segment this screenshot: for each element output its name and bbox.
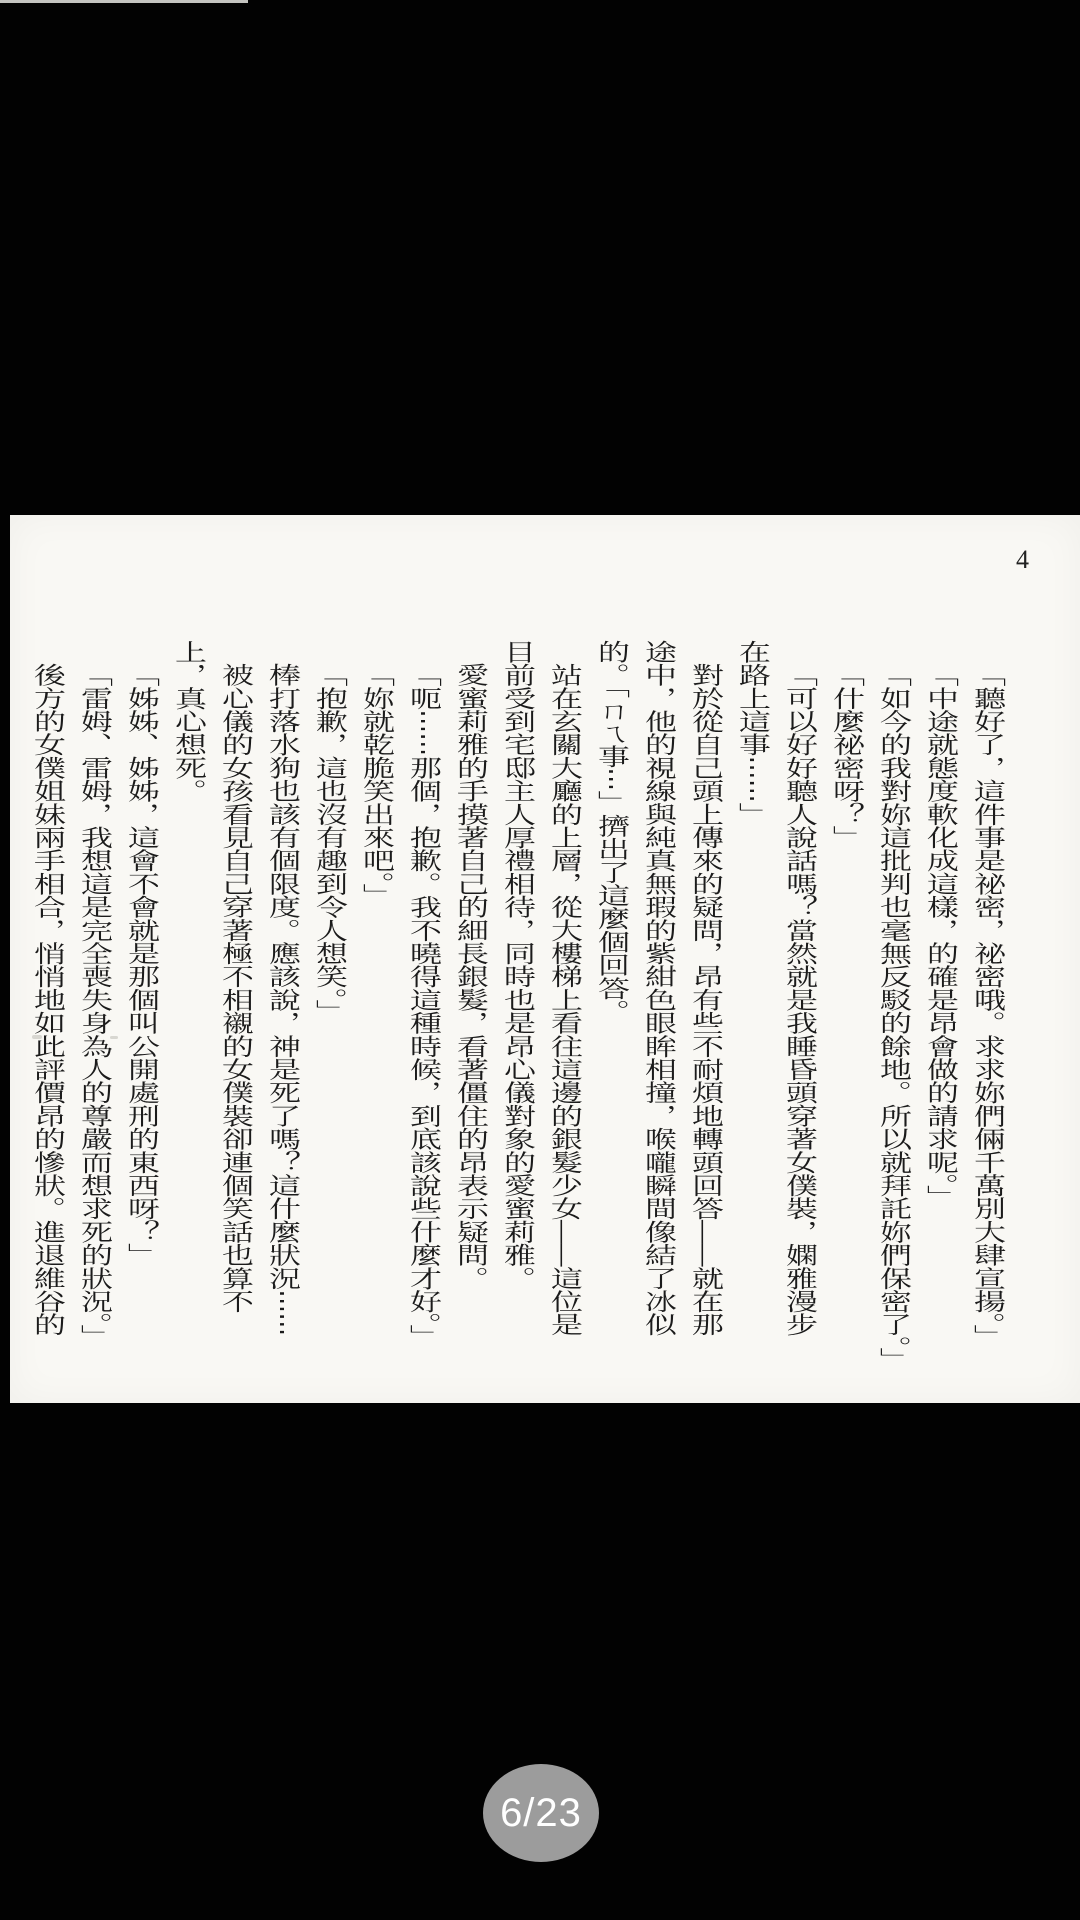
text-column: 「中途就態度軟化成這樣，的確是昂會做的請求呢。」 [923,663,959,1209]
text-column: 「聽好了，這件事是祕密，祕密哦。求求妳們倆千萬別大肆宣揚。」 [970,663,1006,1348]
text-column: 途中，他的視線與純真無瑕的紫紺色眼眸相撞，喉嚨瞬間像結了冰似 [641,640,677,1336]
page-number: 4 [1016,545,1029,574]
text-column: 上，真心想死。 [171,640,207,803]
text-column: 「什麼祕密呀？」 [829,663,865,849]
text-column: 「如今的我對妳這批判也毫無反駁的餘地。所以就拜託妳們保密了。」 [876,663,912,1371]
page-edge-highlight [0,0,248,3]
text-column: 「雷姆、雷姆，我想這是完全喪失身為人的尊嚴而想求死的狀況。」 [77,663,113,1348]
text-column: 目前受到宅邸主人厚禮相待，同時也是昂心儀對象的愛蜜莉雅。 [500,640,536,1290]
text-column: 「姊姊、姊姊，這會不會就是那個叫公開處刑的東西呀？」 [124,663,160,1267]
text-column: 的。「ㄇㄟ事⋯」擠出了這麼個回答。 [594,640,630,1023]
text-column: 被心儀的女孩看見自己穿著極不相襯的女僕裝卻連個笑話也算不 [218,663,254,1313]
text-column: 站在玄關大廳的上層，從大樓梯上看往這邊的銀髮少女——這位是 [547,663,583,1336]
page-indicator-badge [483,1764,599,1862]
text-column: 「呃⋯⋯那個，抱歉。我不曉得這種時候，到底該說些什麼才好。」 [406,663,442,1348]
text-column: 在路上這事⋯⋯」 [735,640,771,826]
text-column: 對於從自己頭上傳來的疑問，昂有些不耐煩地轉頭回答——就在那 [688,663,724,1336]
text-column: 愛蜜莉雅的手摸著自己的細長銀髮，看著僵住的昂表示疑問。 [453,663,489,1290]
text-column: 「可以好好聽人說話嗎？當然就是我睡昏頭穿著女僕裝，嫻雅漫步 [782,663,818,1336]
page-indicator-label: 6/23 [500,1790,582,1835]
text-columns [23,640,1011,1372]
text-column: 「抱歉，這也沒有趣到令人想笑。」 [312,663,348,1023]
text-column: 棒打落水狗也該有個限度。應該說，神是死了嗎？這什麼狀況⋯⋯ [265,663,301,1336]
text-column: 後方的女僕姐妹兩手相合，悄悄地如此評價昂的慘狀。進退維谷的 [30,663,66,1336]
text-column: 「妳就乾脆笑出來吧。」 [359,663,395,907]
